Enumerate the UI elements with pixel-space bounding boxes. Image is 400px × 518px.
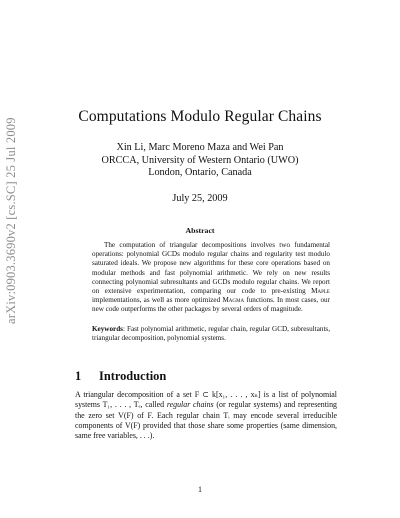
- arxiv-identifier-stamp: arXiv:0903.3690v2 [cs.SC] 25 Jul 2009: [4, 117, 18, 324]
- abstract-heading: Abstract: [185, 226, 215, 235]
- abstract-text: [92, 241, 330, 315]
- abstract-text-part2: implementations, as well as more optimized: [92, 296, 223, 305]
- section-title: Introduction: [99, 369, 167, 383]
- author-names: Xin Li, Marc Moreno Maza and Wei Pan: [116, 142, 284, 153]
- maple-name: Maple: [311, 287, 330, 296]
- keywords-paragraph: [92, 325, 330, 343]
- abstract-text-part1: The computation of triangular decompositions involves two fundamental operations: polynomial GCDs modulo regular chains and regularity test modulo saturated ideals. We propose new algorithms for these core operations based on modular methods and fast polynomial arithmetic. We rely on new results connecting polynomial subresultants and GCDs modulo regular chains. We report on extensive experimentation, comparing our code to pre-existing: [92, 241, 330, 296]
- regular-chains-term: regular chains: [166, 400, 214, 410]
- section-number: 1: [75, 369, 82, 383]
- abstract-text-part3: functions. In most cases, our new code outperforms the other packages by several orders of magnitude.: [92, 296, 330, 314]
- introduction-paragraph: [75, 390, 337, 441]
- author-block: [0, 142, 400, 180]
- intro-text-part2: (or regular systems) and representing the zero set V(F) of F. Each regular chain Tᵢ may encode several irreducible components of V(F) provided that those share some properties (same dimension, same free variables, . . .).: [75, 400, 338, 441]
- paper-title: Computations Modulo Regular Chains: [78, 108, 322, 125]
- author-affiliation: ORCCA, University of Western Ontario (UWO): [101, 154, 299, 166]
- section-heading: [75, 369, 166, 384]
- author-location: London, Ontario, Canada: [148, 167, 252, 179]
- paper-date: July 25, 2009: [172, 193, 228, 204]
- magma-name: Magma: [222, 296, 245, 305]
- page-number: 1: [198, 485, 202, 494]
- intro-text-part1: A triangular decomposition of a set F ⊂ k[x₁, . . . , xₙ] is a list of polynomial systems T₁, . . . , Tₑ, called: [75, 390, 337, 410]
- keywords-text: : Fast polynomial arithmetic, regular chain, regular GCD, subresultants, triangular decomposition, polynomial systems.: [92, 325, 330, 343]
- keywords-label: Keywords: [92, 325, 123, 333]
